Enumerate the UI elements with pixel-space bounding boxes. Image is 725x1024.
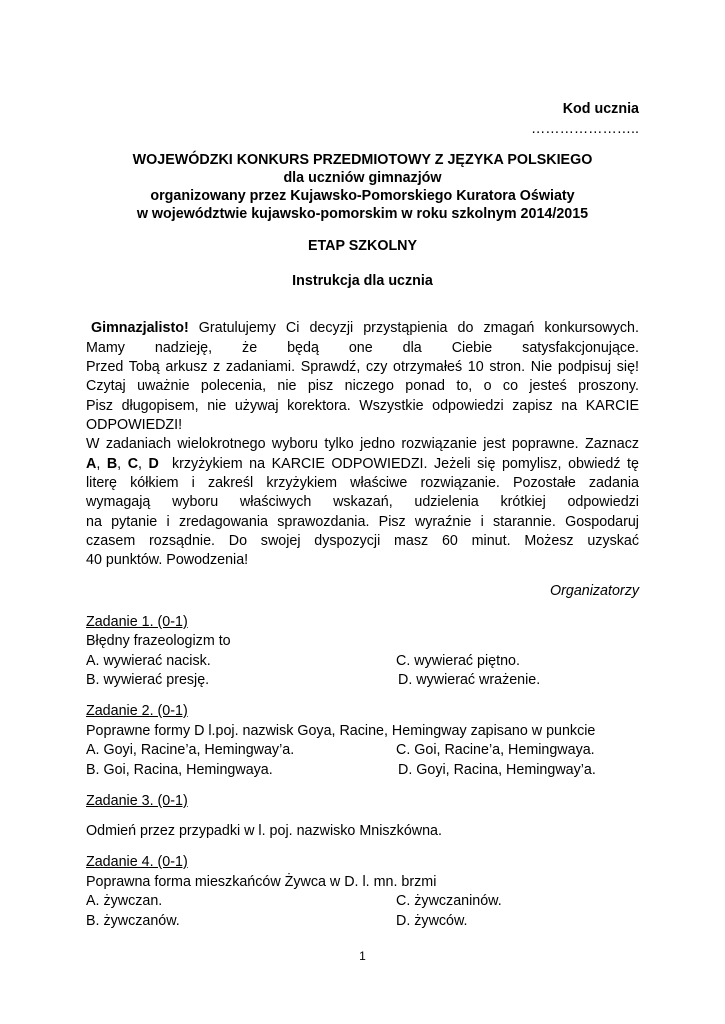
task-3-prompt: Odmień przez przypadki w l. poj. nazwisko Mniszkówna. [86, 823, 442, 839]
stage-title: ETAP SZKOLNY [307, 238, 418, 254]
task-4-option-d: D. żywców. [396, 913, 468, 929]
task-1-prompt: Błędny frazeologizm to [86, 633, 231, 649]
task-1-option-b: B. wywierać presję. [86, 672, 210, 688]
instruction-line-5: Pisz długopisem, nie używaj korektora. Wszystkie odpowiedzi zapisz na KARCIE [86, 398, 639, 414]
title-line-3: organizowany przez Kujawsko-Pomorskiego Kuratora Oświaty [150, 188, 575, 204]
task-2-option-a: A. Goyi, Racine’a, Hemingway’a. [86, 742, 295, 758]
student-code-dots: ………………….. [530, 121, 639, 137]
task-2-option-b: B. Goi, Racina, Hemingwaya. [86, 762, 273, 778]
task-4-option-b: B. żywczanów. [86, 913, 180, 929]
task-4-title-text: Zadanie 4. (0-1) [86, 854, 188, 870]
instruction-line-7: W zadaniach wielokrotnego wyboru tylko jedno rozwiązanie jest poprawne. Zaznacz [86, 436, 639, 452]
task-4-prompt: Poprawna forma mieszkańców Żywca w D. l. mn. brzmi [86, 874, 437, 890]
letter-c: C [127, 456, 139, 472]
task-3-title-text: Zadanie 3. (0-1) [86, 793, 188, 809]
task-2-title-text: Zadanie 2. (0-1) [86, 703, 188, 719]
instruction-line-13: 40 punktów. Powodzenia! [86, 552, 249, 568]
task-1-option-a: A. wywierać nacisk. [86, 653, 211, 669]
instruction-line-10: wymagają wyboru właściwych wskazań, udzielenia krótkiej odpowiedzi [86, 494, 639, 510]
instruction-line-4: Czytaj uważnie polecenia, nie pisz niczego ponad to, o co jesteś proszony. [86, 378, 639, 394]
letter-a: A [86, 456, 97, 472]
instruction-line-11: na pytanie i zredagowania sprawozdania. Pisz wyraźnie i starannie. Gospodaruj [86, 514, 639, 530]
task-4-option-a: A. żywczan. [86, 893, 163, 909]
instruction-title: Instrukcja dla ucznia [292, 273, 433, 289]
instruction-line-12: czasem rozsądnie. Do swojej dyspozycji masz 60 minut. Możesz uzyskać [86, 533, 639, 549]
instruction-text-1: Gratulujemy Ci decyzji przystąpienia do zmagań konkursowych. [198, 320, 639, 336]
title-line-1: WOJEWÓDZKI KONKURS PRZEDMIOTOWY Z JĘZYKA POLSKIEGO [132, 152, 593, 168]
task-2-option-d: D. Goyi, Racina, Hemingway’a. [398, 762, 596, 778]
task-2-option-c: C. Goi, Racine’a, Hemingwaya. [396, 742, 595, 758]
task-1-title [86, 614, 188, 630]
instruction-line-3: Przed Tobą arkusz z zadaniami. Sprawdź, czy otrzymałeś 10 stron. Nie podpisuj się! [86, 359, 639, 375]
task-4-title [86, 854, 188, 870]
letter-d: D [148, 456, 159, 472]
instruction-text-8: krzyżykiem na KARCIE ODPOWIEDZI. Jeżeli się pomylisz, obwiedź tę [171, 456, 639, 472]
title-line-4: w województwie kujawsko-pomorskim w roku szkolnym 2014/2015 [136, 206, 589, 222]
signature: Organizatorzy [550, 583, 639, 599]
title-line-2: dla uczniów gimnazjów [283, 170, 442, 186]
task-1-option-d: D. wywierać wrażenie. [398, 672, 541, 688]
instruction-line-2: Mamy nadzieję, że będą one dla Ciebie satysfakcjonujące. [86, 340, 639, 356]
task-2-title [86, 703, 188, 719]
task-1-option-c: C. wywierać piętno. [396, 653, 520, 669]
student-code-label: Kod ucznia [562, 101, 639, 117]
task-4-option-c: C. żywczaninów. [396, 893, 502, 909]
instruction-line-9: literę kółkiem i zakreśl krzyżykiem właściwe rozwiązanie. Pozostałe zadania [86, 475, 639, 491]
task-1-title-text: Zadanie 1. (0-1) [86, 614, 188, 630]
task-3-title [86, 793, 188, 809]
task-2-prompt: Poprawne formy D l.poj. nazwisk Goya, Racine, Hemingway zapisano w punkcie [86, 723, 596, 739]
greeting: Gimnazjalisto! [91, 320, 189, 336]
page-number: 1 [359, 949, 366, 963]
letter-b: B [106, 456, 118, 472]
instruction-line-6: ODPOWIEDZI! [86, 417, 183, 433]
instruction-line-8: A, B, C, D krzyżykiem na KARCIE ODPOWIEDZI. Jeżeli się pomylisz, obwiedź tę [86, 456, 639, 472]
instruction-line-1 [91, 320, 639, 336]
